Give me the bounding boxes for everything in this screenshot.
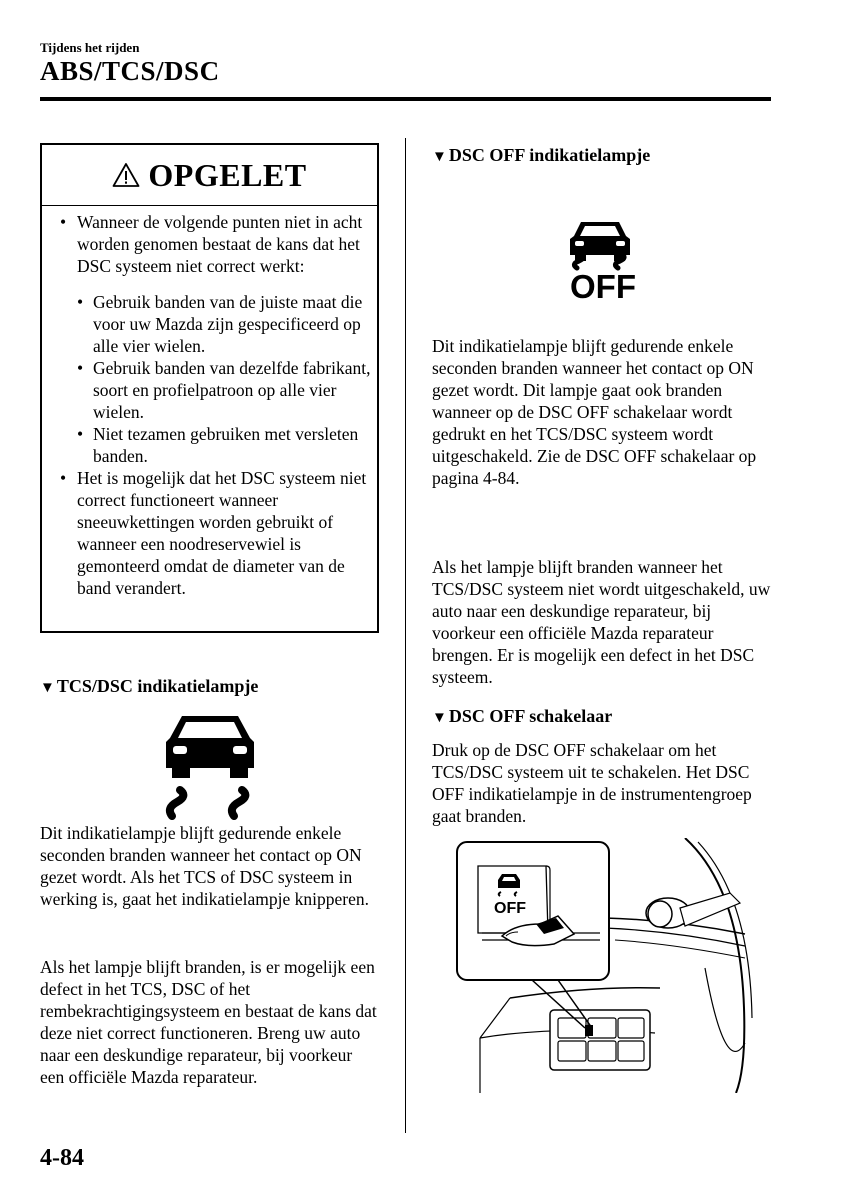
title-rule bbox=[40, 97, 771, 101]
page-number: 4-84 bbox=[40, 1145, 84, 1171]
dsc-off-switch-paragraph: Druk op de DSC OFF schakelaar om het TCS/DSC systeem uit te schakelen. Het DSC OFF indikatielampje in de instrumentengroep gaat branden. bbox=[432, 740, 752, 826]
warning-subitem: • Gebruik banden van dezelfde fabrikant, soort en profielpatroon op alle vier wielen. bbox=[77, 358, 371, 422]
warning-item: • Wanneer de volgende punten niet in acht worden genomen bestaat de kans dat het DSC systeem niet correct werkt: bbox=[60, 212, 363, 276]
tcs-dsc-indicator-icon bbox=[160, 712, 260, 820]
dsc-off-icon-text: OFF bbox=[570, 268, 636, 300]
warning-box bbox=[40, 143, 379, 633]
column-divider bbox=[405, 138, 406, 1133]
warning-subitem: • Niet tezamen gebruiken met versleten banden. bbox=[77, 424, 359, 466]
tcs-dsc-paragraph-1: Dit indikatielampje blijft gedurende enkele seconden branden wanneer het contact op ON gezet wordt. Als het TCS of DSC systeem in werking is, gaat het indikatielampje knipperen. bbox=[40, 823, 369, 909]
warning-triangle-icon bbox=[112, 162, 140, 188]
warning-list bbox=[42, 211, 377, 599]
dsc-off-indicator-paragraph-2: Als het lampje blijft branden wanneer het TCS/DSC systeem niet wordt uitgeschakeld, uw auto naar een deskundige reparateur, bij voorkeur een officiële Mazda reparateur brengen. Er is mogelijk een defect in het DSC systeem. bbox=[432, 557, 771, 687]
dsc-off-indicator-icon bbox=[560, 218, 650, 300]
warning-title: OPGELET bbox=[148, 156, 307, 193]
page-title: ABS/TCS/DSC bbox=[40, 56, 220, 86]
dsc-off-indicator-heading: ▼ DSC OFF indikatielampje bbox=[432, 145, 651, 165]
dsc-off-indicator-paragraph-1: Dit indikatielampje blijft gedurende enkele seconden branden wanneer het contact op ON gezet wordt. Dit lampje gaat ook branden wanneer op de DSC OFF schakelaar wordt gedrukt en het TCS/DSC systeem wordt uitgeschakeld. Zie de DSC OFF schakelaar op pagina 4-84. bbox=[432, 336, 757, 488]
dsc-off-switch-illustration bbox=[440, 838, 755, 1093]
warning-header bbox=[42, 145, 377, 206]
section-label: Tijdens het rijden bbox=[40, 40, 140, 55]
triangle-bullet-icon: ▼ bbox=[432, 710, 447, 726]
warning-item: • Het is mogelijk dat het DSC systeem niet correct functioneert wanneer sneeuwkettingen worden gebruikt of wanneer een noodreservewiel is gemonteerd omdat de diameter van de band verandert. bbox=[60, 468, 367, 598]
dsc-off-switch-heading: ▼ DSC OFF schakelaar bbox=[432, 706, 613, 726]
triangle-bullet-icon: ▼ bbox=[432, 149, 447, 165]
switch-off-label: OFF bbox=[494, 900, 526, 917]
tcs-dsc-heading: ▼ TCS/DSC indikatielampje bbox=[40, 676, 259, 696]
warning-subitem: • Gebruik banden van de juiste maat die voor uw Mazda zijn gespecificeerd op alle vier wielen. bbox=[77, 292, 363, 356]
triangle-bullet-icon: ▼ bbox=[40, 680, 55, 696]
tcs-dsc-paragraph-2: Als het lampje blijft branden, is er mogelijk een defect in het TCS, DSC of het rembekrachtigingsysteem en bestaat de kans dat deze niet correct functioneren. Breng uw auto naar een deskundige reparateur, bij voorkeur een officiële Mazda reparateur. bbox=[40, 957, 377, 1087]
